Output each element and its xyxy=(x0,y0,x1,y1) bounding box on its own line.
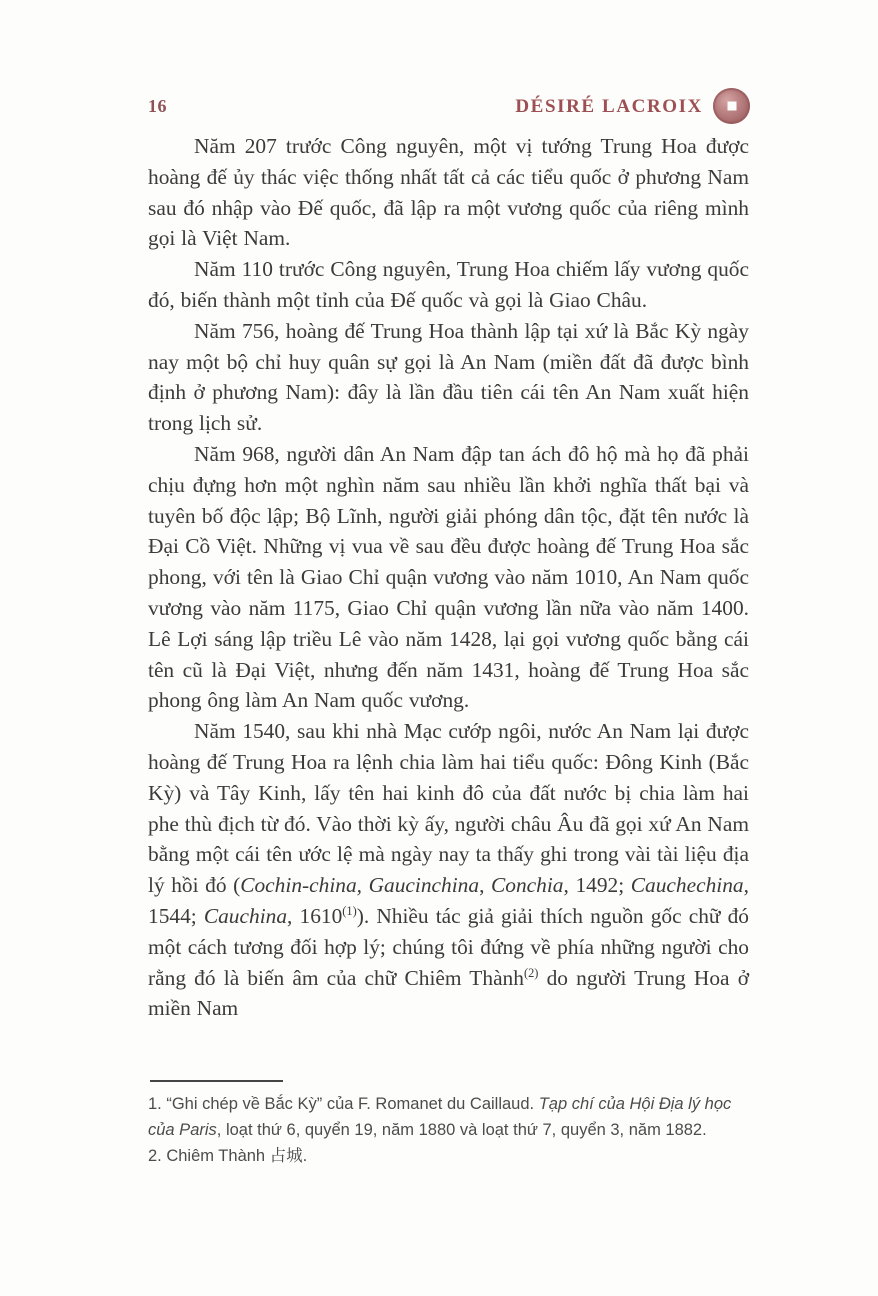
text-run: , 1610 xyxy=(287,903,343,928)
body-text xyxy=(148,131,749,1024)
footnote-list xyxy=(148,1091,749,1169)
footnote-separator xyxy=(150,1080,283,1082)
text-run: , 1492; xyxy=(563,873,631,898)
text-run: 2. Chiêm Thành 占城. xyxy=(148,1147,308,1165)
paragraph xyxy=(148,439,749,716)
page-number: 16 xyxy=(148,96,167,116)
text-run: Năm 968, người dân An Nam đập tan ách đô hộ mà họ đã phải chịu đựng hơn một nghìn năm sau nhiều lần khởi nghĩa thất bại và tuyên bố độc lập; Bộ Lĩnh, người giải phóng dân tộc, đặt tên nước là Đại Cồ Việt. Những vị vua về sau đều được hoàng đế Trung Hoa sắc phong, với tên là Giao Chỉ quận vương vào năm 1010, An Nam quốc vương vào năm 1175, Giao Chỉ quận vương lần nữa vào năm 1400. Lê Lợi sáng lập triều Lê vào năm 1428, lại gọi vương quốc bằng cái tên cũ là Đại Việt, nhưng đến năm 1431, hoàng đế Trung Hoa sắc phong ông làm An Nam quốc vương. xyxy=(148,441,749,713)
coin-ornament-icon xyxy=(713,88,750,124)
italic-run: Tạp chí của Hội Địa lý học của Paris xyxy=(148,1095,732,1139)
running-head xyxy=(515,88,750,124)
italic-run: Cauchina xyxy=(203,903,288,928)
paragraph xyxy=(148,716,749,1024)
text-run: Năm 1540, sau khi nhà Mạc cướp ngôi, nước An Nam lại được hoàng đế Trung Hoa ra lệnh chia làm hai tiểu quốc: Đông Kinh (Bắc Kỳ) và Tây Kinh, lấy tên hai kinh đô của đất nước bị chia làm hai phe thù địch từ đó. Vào thời kỳ ấy, người châu Âu đã gọi xứ An Nam bằng một cái tên ước lệ mà ngày nay ta thấy ghi trong vài tài liệu địa lý hồi đó ( xyxy=(148,719,749,898)
text-run: ). Nhiều tác giả giải thích nguồn gốc chữ đó một cách tương đối hợp lý; chúng tôi đứng về phía những người cho rằng đó là biến âm của chữ Chiêm Thành xyxy=(148,903,749,990)
text-run: Năm 110 trước Công nguyên, Trung Hoa chiếm lấy vương quốc đó, biến thành một tỉnh của Đế quốc và gọi là Giao Châu. xyxy=(148,257,749,312)
italic-run: Conchia xyxy=(491,873,564,898)
italic-run: Cauchechina xyxy=(630,873,744,898)
text-run: , xyxy=(479,873,492,898)
italic-run: Cochin-china, Gaucinchina xyxy=(240,873,480,898)
text-run: , 1544; xyxy=(148,873,749,928)
text-run: 1. “Ghi chép về Bắc Kỳ” của F. Romanet du Caillaud. xyxy=(148,1095,539,1113)
footnote xyxy=(148,1091,749,1143)
footnotes-section xyxy=(148,1080,749,1169)
text-run: do người Trung Hoa ở miền Nam xyxy=(148,965,750,1021)
footnote xyxy=(148,1143,749,1169)
running-title: DÉSIRÉ LACROIX xyxy=(515,96,703,117)
paragraph xyxy=(148,254,749,316)
paragraph xyxy=(148,131,749,254)
paragraph xyxy=(148,316,749,439)
text-run: Năm 756, hoàng đế Trung Hoa thành lập tại xứ là Bắc Kỳ ngày nay một bộ chỉ huy quân sự gọi là An Nam (miền đất đã được bình định ở phương Nam): đây là lần đầu tiên cái tên An Nam xuất hiện trong lịch sử. xyxy=(148,318,749,436)
text-run: Năm 207 trước Công nguyên, một vị tướng Trung Hoa được hoàng đế ủy thác việc thống nhất tất cả các tiểu quốc ở phương Nam sau đó nhập vào Đế quốc, đã lập ra một vương quốc của riêng mình gọi là Việt Nam. xyxy=(148,134,749,251)
footnote-marker: (1) xyxy=(342,903,357,918)
page-header xyxy=(148,88,750,128)
footnote-marker: (2) xyxy=(523,965,539,980)
text-run: , loạt thứ 6, quyển 19, năm 1880 và loạt thứ 7, quyển 3, năm 1882. xyxy=(216,1121,707,1139)
